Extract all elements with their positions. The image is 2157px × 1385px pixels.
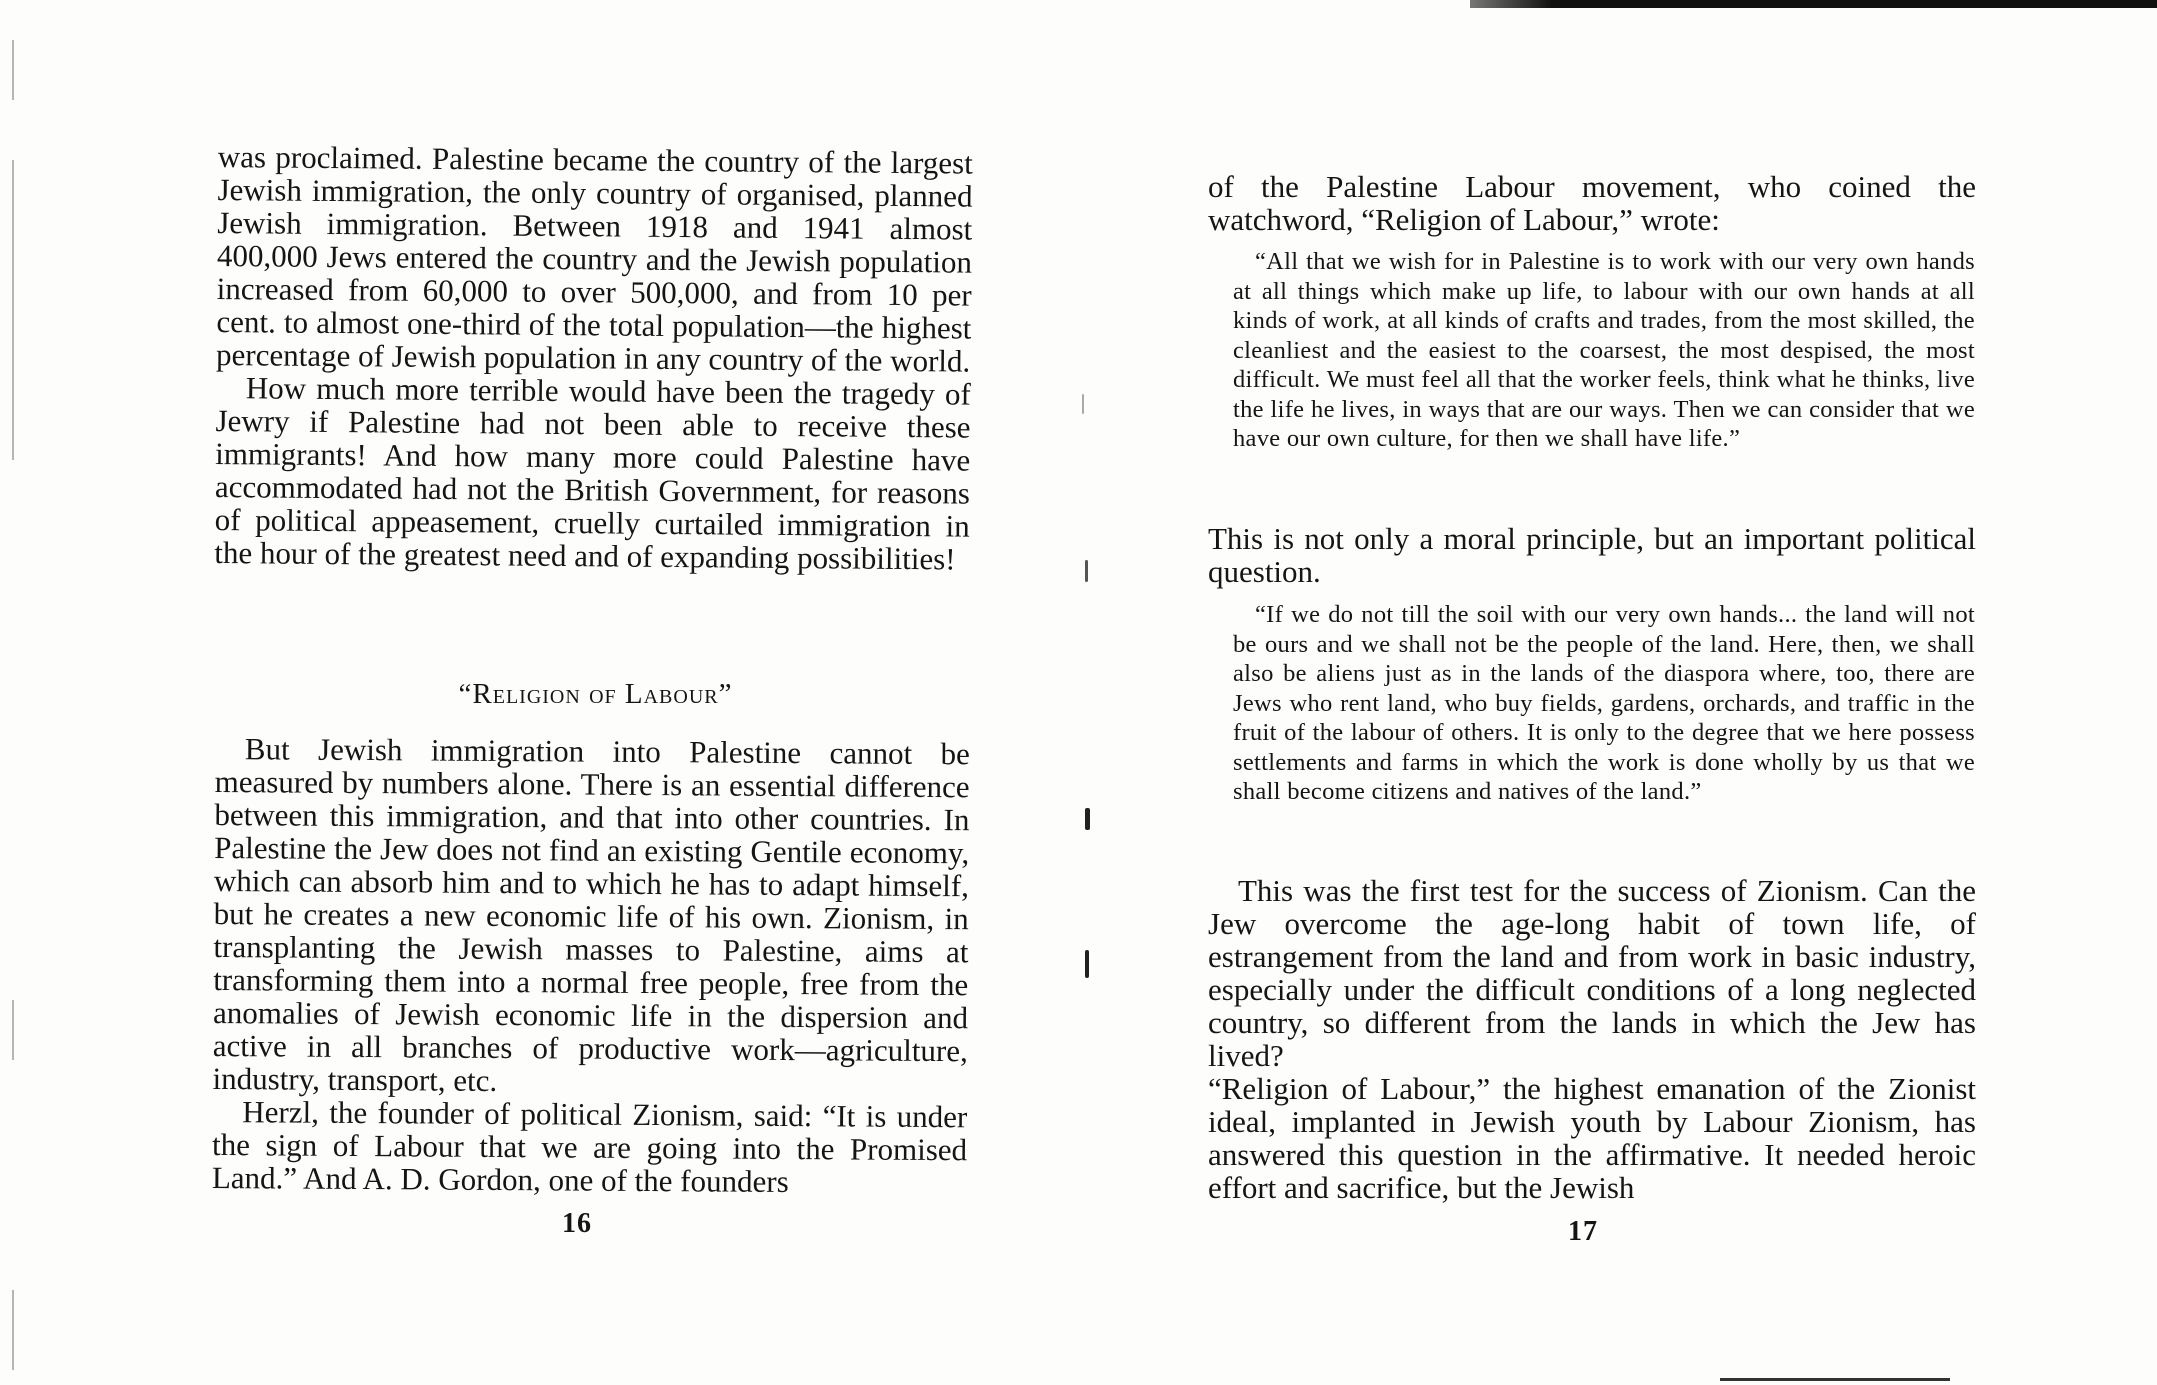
- block-quote: [1233, 600, 1975, 807]
- page-number-left: 16: [562, 1208, 592, 1239]
- left-page-bottom-text: [212, 732, 970, 1199]
- section-heading: [218, 678, 973, 711]
- paragraph: This is not only a moral principle, but an important political question.: [1208, 521, 1976, 589]
- paragraph: This was the first test for the success of Zionism. Can the Jew overcome the age-long habit of town life, of estrangement from the land and from work in basic industry, especially under the difficult conditions of a long neglected country, so different from the lands in which the Jew has lived?: [1208, 873, 1976, 1073]
- page-number-right: 17: [1568, 1216, 1598, 1247]
- section-heading-text: “Religion of Labour”: [458, 678, 733, 710]
- paragraph: of the Palestine Labour movement, who coined the watchword, “Religion of Labour,” wrote:: [1208, 169, 1976, 237]
- quote-text: “If we do not till the soil with our very own hands... the land will not be ours and we shall not be the people of the land. Here, then, we shall also be aliens just as in the lands of the diaspora where, too, there are Jews who rent land, who buy fields, gardens, orchards, and traffic in the fruit of the labour of others. It is only to the degree that we here possess settlements and farms in which the work is done wholly by us that we shall become citizens and natives of the land.”: [1233, 601, 1975, 805]
- right-page-intro: [1208, 170, 1976, 236]
- right-page-bottom-text: [1208, 874, 1976, 1204]
- block-quote: [1233, 247, 1975, 454]
- right-page-middle-text: [1208, 522, 1976, 588]
- paragraph: But Jewish immigration into Palestine cannot be measured by numbers alone. There is an essential difference between this immigration, and that into other countries. In Palestine the Jew does not find an existing Gentile economy, which can absorb him and to which he has to adapt himself, but he creates a new economic life of his own. Zionism, in transplanting the Jewish masses to Palestine, aims at transforming them into a normal free people, free from the anomalies of Jewish economic life in the dispersion and active in all branches of productive work—agriculture, industry, transport, etc.: [212, 731, 970, 1098]
- quote-text: “All that we wish for in Palestine is to work with our very own hands at all things which make up life, to labour with our own hands at all kinds of work, at all kinds of crafts and trades, from the most skilled, the cleanliest and the easiest to the coarsest, the most despised, the most difficult. We must feel all that the worker feels, think what he thinks, live the life he lives, in ways that are our ways. Then we can consider that we have our own culture, for then we shall have life.”: [1233, 248, 1975, 452]
- paragraph: Herzl, the founder of political Zionism, said: “It is under the sign of Labour that we are going into the Promised Land.” And A. D. Gordon, one of the founders: [211, 1094, 968, 1200]
- paragraph: How much more terrible would have been the tragedy of Jewry if Palestine had not been able to receive these immigrants! And how many more could Palestine have accommodated had not the British Government, for reasons of political appeasement, cruelly curtailed immigration in the hour of the greatest need and of expanding possibilities!: [214, 370, 971, 577]
- left-page-top-text: [214, 140, 973, 576]
- paragraph: “Religion of Labour,” the highest emanation of the Zionist ideal, implanted in Jewish youth by Labour Zionism, has answered this question in the affirmative. It needed heroic effort and sacrifice, but the Jewish: [1208, 1071, 1976, 1205]
- paragraph: was proclaimed. Palestine became the country of the largest Jewish immigration, the only country of organised, planned Jewish immigration. Between 1918 and 1941 almost 400,000 Jews entered the country and the Jewish population increased from 60,000 to over 500,000, and from 10 per cent. to almost one-third of the total population—the highest percentage of Jewish population in any country of the world.: [215, 139, 973, 379]
